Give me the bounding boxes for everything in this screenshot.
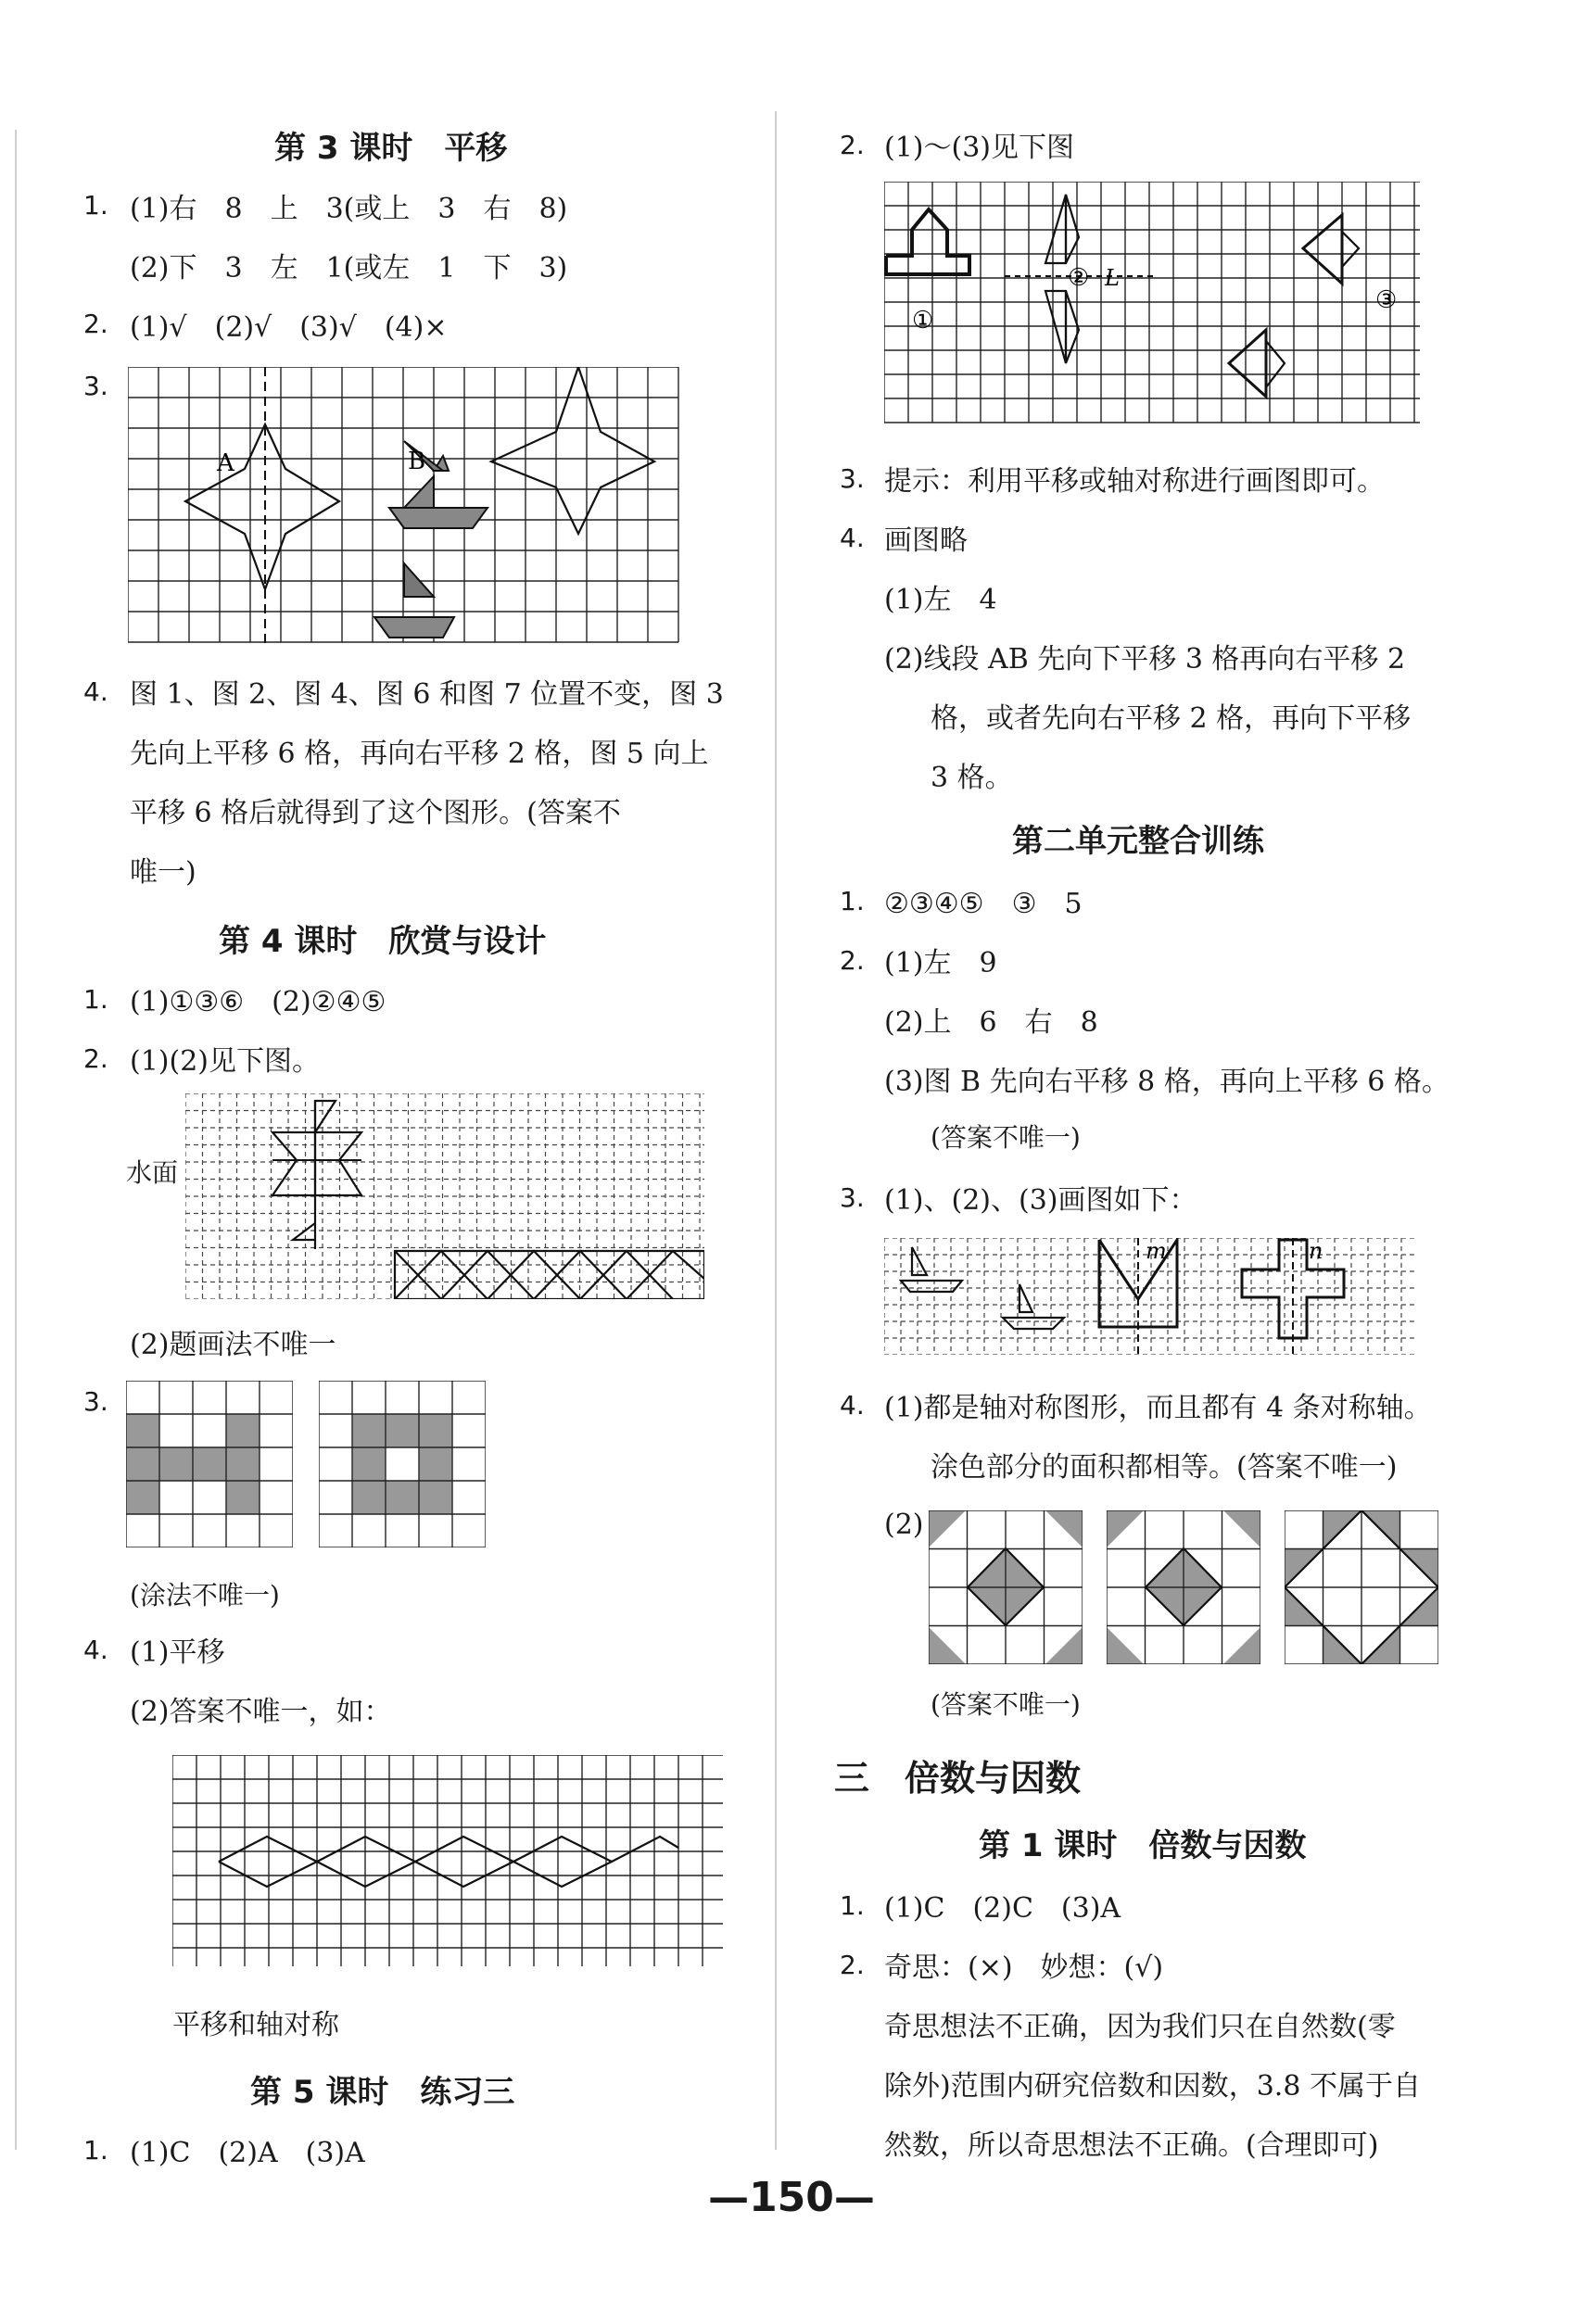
item-number: 4. xyxy=(840,523,865,553)
fig-label-m: m xyxy=(1146,1238,1167,1264)
fig-circle-1: ① xyxy=(912,307,934,335)
l4-q4-caption: 平移和轴对称 xyxy=(172,2009,339,2041)
l3-q4-line4: 唯一) xyxy=(130,856,196,889)
l4-dash-grid-figure xyxy=(185,1093,704,1299)
l4-q2-note: (2)题画法不唯一 xyxy=(130,1329,336,1361)
l3-q4-line2: 先向上平移 6 格，再向右平移 2 格，图 5 向上 xyxy=(130,738,709,770)
item-number: 4. xyxy=(840,1390,865,1421)
u2-q4-pattern-c xyxy=(1285,1510,1438,1664)
l5-q1: (1)C (2)A (3)A xyxy=(130,2137,365,2169)
fig-circle-2: ② xyxy=(1068,264,1090,292)
item-number: 1. xyxy=(83,984,108,1015)
l3-q2: (1)√ (2)√ (3)√ (4)× xyxy=(130,311,448,344)
l3-q4-line3: 平移 6 格后就得到了这个图形。(答案不 xyxy=(130,797,621,829)
l3-q1-b: (2)下 3 左 1(或左 1 下 3) xyxy=(130,252,568,284)
item-number: 2. xyxy=(83,1043,108,1074)
r-q4-b3: 3 格。 xyxy=(931,762,1013,794)
l4-q4-a: (1)平移 xyxy=(130,1636,225,1669)
l3-q1-a: (1)右 8 上 3(或上 3 右 8) xyxy=(130,193,568,225)
l4-q4-grid-figure xyxy=(172,1755,725,1968)
item-number: 2. xyxy=(83,309,108,339)
l4-q3-note: (涂法不唯一) xyxy=(130,1580,280,1610)
item-number: 1. xyxy=(840,886,865,916)
r-q4-a: (1)左 4 xyxy=(884,584,997,616)
fig-label-a: A xyxy=(217,449,234,477)
r-q3: 提示：利用平移或轴对称进行画图即可。 xyxy=(884,465,1385,498)
item-number: 3. xyxy=(840,1182,865,1213)
item-number: 4. xyxy=(83,1635,108,1665)
u3-q1: (1)C (2)C (3)A xyxy=(884,1892,1121,1925)
u2-q4-b: (2) xyxy=(884,1509,924,1541)
u3-q2-line1: 奇思想法不正确，因为我们只在自然数(零 xyxy=(884,2011,1396,2043)
fig-label-n: n xyxy=(1309,1238,1323,1264)
item-number: 3. xyxy=(83,371,108,401)
r-q2: (1)～(3)见下图 xyxy=(884,132,1074,164)
u2-q2-b: (2)上 6 右 8 xyxy=(884,1006,1098,1039)
u3-q2: 奇思：(×) 妙想：(√) xyxy=(884,1951,1164,1984)
lesson5-title: 第 5 课时 练习三 xyxy=(250,2074,515,2111)
l4-q3-grid-a xyxy=(126,1381,293,1547)
fig-label-b: B xyxy=(408,448,426,475)
l4-q1: (1)①③⑥ (2)②④⑤ xyxy=(130,986,386,1018)
item-number: 1. xyxy=(840,1890,865,1921)
r-q4-b1: (2)线段 AB 先向下平移 3 格再向右平移 2 xyxy=(884,643,1406,676)
l4-q2: (1)(2)见下图。 xyxy=(130,1045,320,1078)
u3-q2-line3: 然数，所以奇思想法不正确。(合理即可) xyxy=(884,2129,1379,2162)
item-number: 1. xyxy=(83,2135,108,2166)
item-number: 2. xyxy=(840,945,865,976)
lesson3-title: 第 3 课时 平移 xyxy=(274,130,508,167)
left-margin-rule xyxy=(15,130,17,2150)
u2-q4-a2: 涂色部分的面积都相等。(答案不唯一) xyxy=(931,1451,1398,1484)
r-q4-b2: 格，或者先向右平移 2 格，再向下平移 xyxy=(931,702,1412,735)
water-label: 水面 xyxy=(126,1157,179,1188)
l3-grid-figure xyxy=(128,367,681,645)
item-number: 1. xyxy=(83,190,108,221)
u2-q4-pattern-b xyxy=(1107,1510,1260,1664)
l3-q4-line1: 图 1、图 2、图 4、图 6 和图 7 位置不变，图 3 xyxy=(130,678,724,711)
item-number: 2. xyxy=(840,130,865,160)
u3-lesson1-title: 第 1 课时 倍数与因数 xyxy=(979,1827,1307,1864)
u2-q3: (1)、(2)、(3)画图如下： xyxy=(884,1184,1197,1217)
u2-q2-note: (答案不唯一) xyxy=(931,1122,1081,1153)
column-divider xyxy=(775,111,777,2150)
u2-q2-c: (3)图 B 先向右平移 8 格，再向上平移 6 格。 xyxy=(884,1066,1450,1098)
u2-q4-a1: (1)都是轴对称图形，而且都有 4 条对称轴。 xyxy=(884,1392,1432,1424)
item-number: 3. xyxy=(83,1386,108,1417)
l4-q3-grid-b xyxy=(319,1381,486,1547)
u2-q4-note: (答案不唯一) xyxy=(931,1689,1081,1720)
u2-q1: ②③④⑤ ③ 5 xyxy=(884,888,1083,920)
u2-q3-dash-grid xyxy=(884,1238,1416,1355)
item-number: 4. xyxy=(83,676,108,707)
lesson4-title: 第 4 课时 欣赏与设计 xyxy=(219,923,547,960)
fig-label-L: L xyxy=(1105,265,1120,291)
u2-q2-a: (1)左 9 xyxy=(884,947,997,979)
r-q4: 画图略 xyxy=(884,524,968,557)
item-number: 2. xyxy=(840,1950,865,1980)
page-number: —150— xyxy=(708,2174,875,2221)
u3-q2-line2: 除外)范围内研究倍数和因数，3.8 不属于自 xyxy=(884,2070,1421,2103)
l4-q4-b: (2)答案不唯一，如： xyxy=(130,1696,392,1728)
r-q2-grid-figure xyxy=(884,182,1422,424)
item-number: 3. xyxy=(840,463,865,494)
fig-circle-3: ③ xyxy=(1375,286,1398,314)
u2-q4-pattern-a xyxy=(929,1510,1083,1664)
unit2-title: 第二单元整合训练 xyxy=(1012,823,1264,860)
unit3-title: 三 倍数与因数 xyxy=(834,1758,1082,1799)
